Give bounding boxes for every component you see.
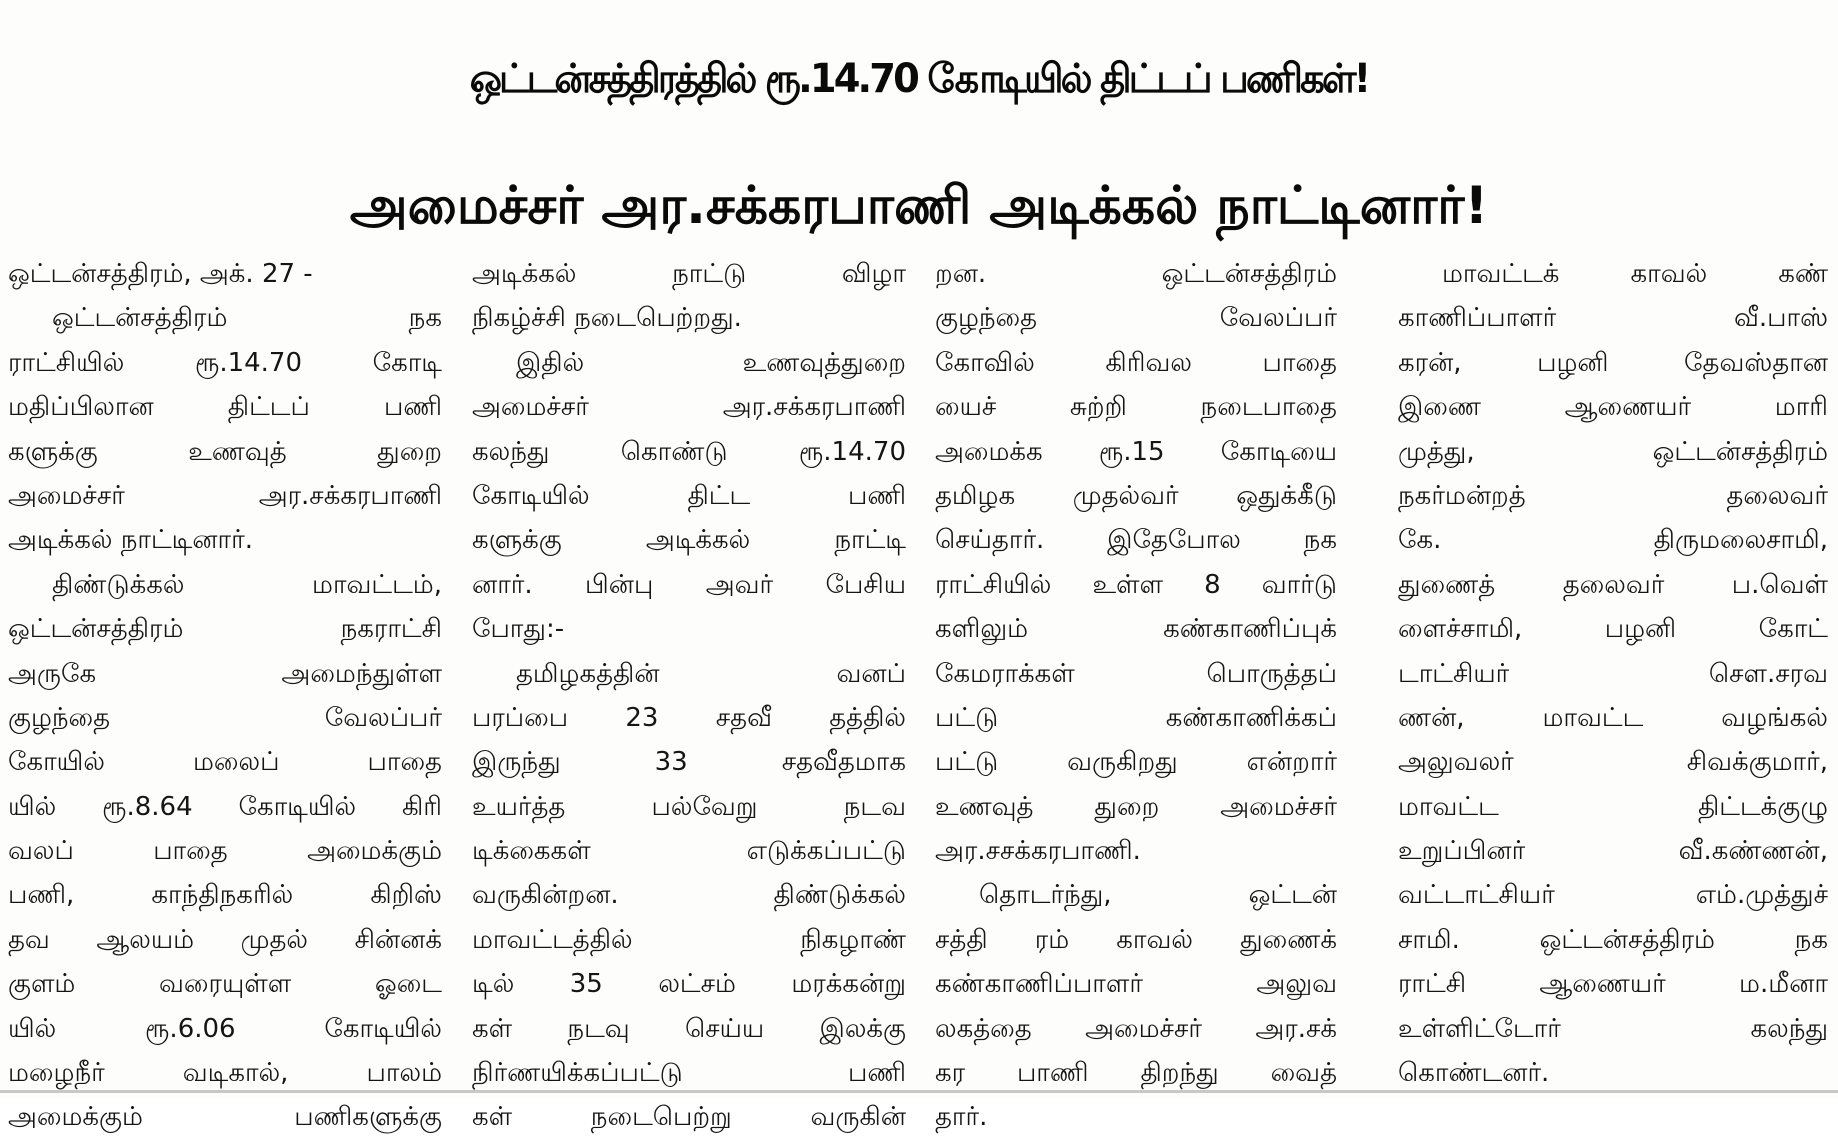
article-line: உயர்த்த பல்வேறு நடவ xyxy=(472,791,906,822)
article-line: சத்தி ரம் காவல் துணைக் xyxy=(935,924,1337,955)
article-line: டில் 35 லட்சம் மரக்கன்று xyxy=(472,969,906,1000)
article-line: டாட்சியர் செள.சரவ xyxy=(1398,658,1828,689)
article-line: போது:- xyxy=(472,614,565,645)
article-line: செய்தார். இதேபோல நக xyxy=(935,525,1337,556)
article-line: மாவட்டத்தில் நிகழாண் xyxy=(472,924,906,955)
article-line: தவ ஆலயம் முதல் சின்னக் xyxy=(8,924,442,955)
article-line: களுக்கு அடிக்கல் நாட்டி xyxy=(472,525,906,556)
article-line: வருகின்றன. திண்டுக்கல் xyxy=(472,880,906,911)
article-line: கே. திருமலைசாமி, xyxy=(1398,525,1828,556)
article-line: அர.சசக்கரபாணி. xyxy=(935,836,1141,867)
article-body xyxy=(0,252,1838,1133)
article-column-1 xyxy=(8,252,442,1133)
article-line: லகத்தை அமைச்சர் அர.சக் xyxy=(935,1013,1337,1044)
article-line: குழந்தை வேலப்பர் xyxy=(935,303,1337,334)
article-line: ஒட்டன்சத்திரம், அக். 27 - xyxy=(8,259,313,289)
article-column-4 xyxy=(1398,252,1828,1098)
article-line: வட்டாட்சியர் எம்.முத்துச் xyxy=(1398,880,1828,911)
article-column-2 xyxy=(472,252,906,1133)
article-line: தொடர்ந்து, ஒட்டன் xyxy=(979,880,1337,911)
article-line: மாவட்டக் காவல் கண் xyxy=(1442,259,1828,289)
article-line: உணவுத் துறை அமைச்சர் xyxy=(935,791,1337,822)
article-line: அலுவலர் சிவக்குமார், xyxy=(1398,747,1828,778)
article-line: கோயில் மலைப் பாதை xyxy=(8,747,442,778)
article-line: அமைக்கும் பணிகளுக்கு xyxy=(8,1102,442,1133)
bottom-divider xyxy=(0,1090,1838,1093)
article-line: ராட்சி ஆணையர் ம.மீனா xyxy=(1398,969,1828,1000)
article-line: மாவட்ட திட்டக்குழு xyxy=(1398,791,1828,822)
article-line: சாமி. ஒட்டன்சத்திரம் நக xyxy=(1398,924,1828,955)
article-line: தார். xyxy=(935,1102,988,1133)
article-line: ணன், மாவட்ட வழங்கல் xyxy=(1398,702,1828,733)
article-line: முத்து, ஒட்டன்சத்திரம் xyxy=(1398,436,1828,467)
article-line: னார். பின்பு அவர் பேசிய xyxy=(472,569,906,600)
article-line: மதிப்பிலான திட்டப் பணி xyxy=(8,392,442,423)
article-line: கோடியில் திட்ட பணி xyxy=(472,480,906,511)
article-line: குளம் வரையுள்ள ஓடை xyxy=(8,969,442,1000)
article-line: இருந்து 33 சதவீதமாக xyxy=(472,747,906,778)
article-line: குழந்தை வேலப்பர் xyxy=(8,702,442,733)
article-line: யில் ரூ.8.64 கோடியில் கிரி xyxy=(8,791,442,822)
article-line: இணை ஆணையர் மாரி xyxy=(1398,392,1828,423)
article-line: மழைநீர் வடிகால், பாலம் xyxy=(8,1058,442,1089)
article-line: கரன், பழனி தேவஸ்தான xyxy=(1398,347,1828,378)
article-line: கண்காணிப்பாளர் அலுவ xyxy=(935,969,1337,1000)
article-line: காணிப்பாளர் வீ.பாஸ் xyxy=(1398,303,1828,334)
article-line: அடிக்கல் நாட்டினார். xyxy=(8,525,253,556)
article-line: அமைக்க ரூ.15 கோடியை xyxy=(935,436,1337,467)
article-line: தமிழகத்தின் வனப் xyxy=(516,658,906,689)
article-line: ஒட்டன்சத்திரம் நக xyxy=(52,303,442,334)
article-line: பட்டு வருகிறது என்றார் xyxy=(935,747,1337,778)
subheadline: அமைச்சர் அர.சக்கரபாணி அடிக்கல் நாட்டினார்! xyxy=(349,176,1489,236)
article-line: கலந்து கொண்டு ரூ.14.70 xyxy=(472,436,906,467)
article-line: களிலும் கண்காணிப்புக் xyxy=(935,614,1337,645)
article-line: ராட்சியில் உள்ள 8 வார்டு xyxy=(935,569,1337,600)
article-column-3 xyxy=(935,252,1337,1133)
article-line: அருகே அமைந்துள்ள xyxy=(8,658,442,689)
article-line: யைச் சுற்றி நடைபாதை xyxy=(935,392,1337,423)
article-line: வலப் பாதை அமைக்கும் xyxy=(8,836,442,867)
article-line: உள்ளிட்டோர் கலந்து xyxy=(1398,1013,1828,1044)
article-line: டிக்கைகள் எடுக்கப்பட்டு xyxy=(472,836,906,867)
article-line: ராட்சியில் ரூ.14.70 கோடி xyxy=(8,347,442,378)
article-line: பணி, காந்திநகரில் கிறிஸ் xyxy=(8,880,442,911)
article-line: அடிக்கல் நாட்டு விழா xyxy=(472,259,906,289)
article-line: அமைச்சர் அர.சக்கரபாணி xyxy=(8,480,442,511)
article-line: நிகழ்ச்சி நடைபெற்றது. xyxy=(472,303,742,334)
article-line: கொண்டனர். xyxy=(1398,1058,1550,1089)
article-line: தமிழக முதல்வர் ஒதுக்கீடு xyxy=(935,480,1337,511)
article-line: கள் நடவு செய்ய இலக்கு xyxy=(472,1013,906,1044)
article-line: நகர்மன்றத் தலைவர் xyxy=(1398,480,1828,511)
article-line: துணைத் தலைவர் ப.வெள் xyxy=(1398,569,1828,600)
article-line: கோவில் கிரிவல பாதை xyxy=(935,347,1337,378)
article-line: திண்டுக்கல் மாவட்டம், xyxy=(52,569,442,600)
article-line: யில் ரூ.6.06 கோடியில் xyxy=(8,1013,442,1044)
article-line: பரப்பை 23 சதவீ தத்தில் xyxy=(472,702,906,733)
article-line: கள் நடைபெற்று வருகின் xyxy=(472,1102,906,1133)
article-line: களுக்கு உணவுத் துறை xyxy=(8,436,442,467)
article-line: அமைச்சர் அர.சக்கரபாணி xyxy=(472,392,906,423)
article-line: றன. ஒட்டன்சத்திரம் xyxy=(935,259,1337,289)
article-line: கேமராக்கள் பொருத்தப் xyxy=(935,658,1337,689)
article-line: ஒட்டன்சத்திரம் நகராட்சி xyxy=(8,614,442,645)
article-line: பட்டு கண்காணிக்கப் xyxy=(935,702,1337,733)
article-line: கர பாணி திறந்து வைத் xyxy=(935,1058,1337,1089)
article-line: உறுப்பினர் வீ.கண்ணன், xyxy=(1398,836,1828,867)
headline: ஒட்டன்சத்திரத்தில் ரூ.14.70 கோடியில் திட்டப் பணிகள்! xyxy=(469,56,1369,102)
article-line: ளைச்சாமி, பழனி கோட் xyxy=(1398,614,1828,645)
article-line: நிர்ணயிக்கப்பட்டு பணி xyxy=(472,1058,906,1089)
article-line: இதில் உணவுத்துறை xyxy=(516,347,906,378)
